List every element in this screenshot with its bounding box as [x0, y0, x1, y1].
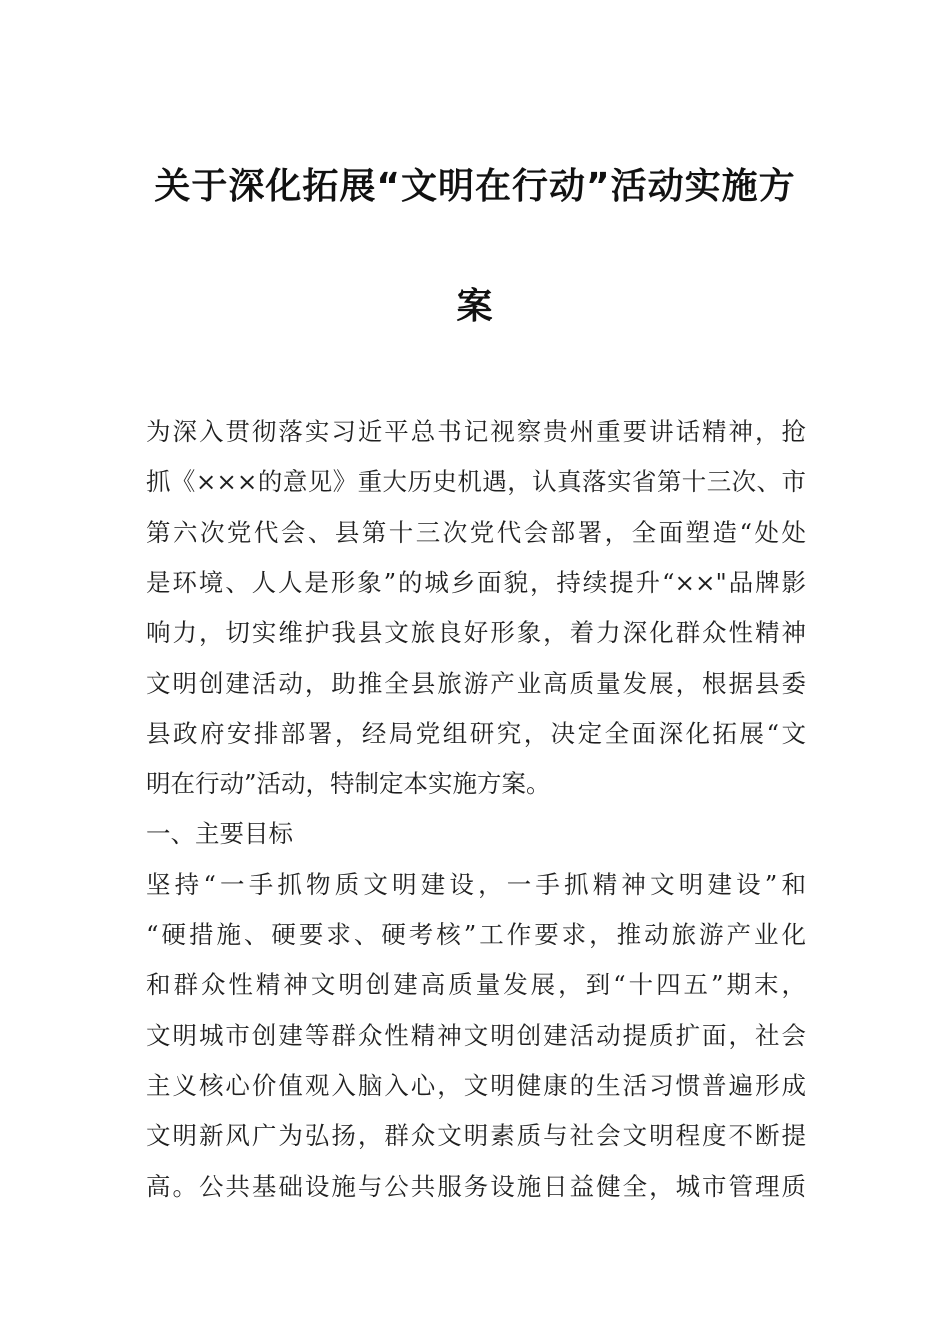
document-title-line-2: 案: [456, 286, 494, 327]
paragraph-line: 文明城市创建等群众性精神文明创建活动提质扩面，社会: [146, 1020, 806, 1050]
paragraph-line: 为深入贯彻落实习近平总书记视察贵州重要讲话精神，抢: [146, 417, 806, 446]
paragraph-line: 响力，切实维护我县文旅良好形象，着力深化群众性精神: [146, 618, 806, 648]
paragraph-line: 是环境、人人是形象”的城乡面貌，持续提升“××"品牌影: [146, 567, 806, 597]
paragraph-line: 明在行动”活动，特制定本实施方案。: [146, 769, 551, 799]
paragraph-line: “硬措施、硬要求、硬考核”工作要求，推动旅游产业化: [146, 920, 806, 949]
paragraph-line: 坚持“一手抓物质文明建设，一手抓精神文明建设”和: [146, 869, 806, 899]
section-heading: 一、主要目标: [146, 819, 293, 849]
document-title-line-1: 关于深化拓展“文明在行动”活动实施方: [154, 166, 796, 207]
paragraph-line: 县政府安排部署，经局党组研究，决定全面深化拓展“文: [146, 718, 806, 748]
paragraph-line: 文明创建活动，助推全县旅游产业高质量发展，根据县委: [146, 668, 806, 698]
paragraph-line: 第六次党代会、县第十三次党代会部署，全面塑造“处处: [146, 517, 806, 547]
paragraph-line: 高。公共基础设施与公共服务设施日益健全，城市管理质: [146, 1171, 806, 1201]
paragraph-line: 文明新风广为弘扬，群众文明素质与社会文明程度不断提: [146, 1121, 806, 1151]
paragraph-line: 抓《×××的意见》重大历史机遇，认真落实省第十三次、市: [146, 467, 806, 497]
paragraph-line: 和群众性精神文明创建高质量发展，到“十四五”期末，: [146, 970, 806, 1000]
paragraph-line: 主义核心价值观入脑入心，文明健康的生活习惯普遍形成: [146, 1070, 806, 1100]
